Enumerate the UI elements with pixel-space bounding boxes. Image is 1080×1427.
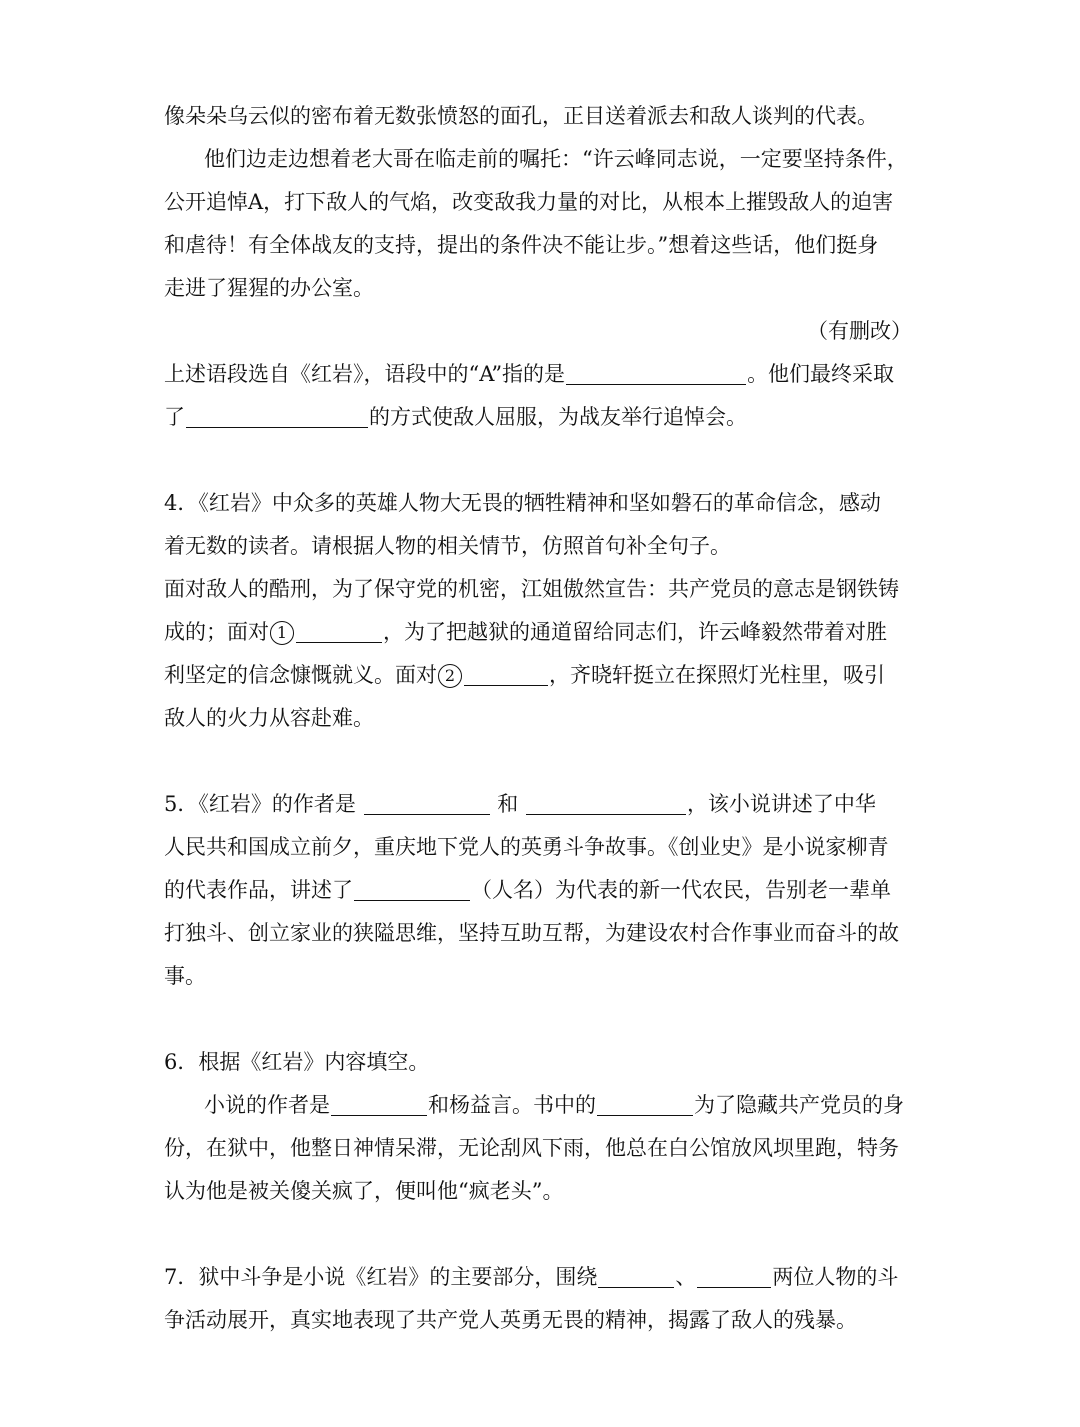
q3-text-a1: 上述语段选自《红岩》，语段中的“A”指的是 [164, 362, 566, 386]
q6-text-2a: 小说的作者是 [204, 1093, 330, 1117]
passage-line-5: 走进了猩猩的办公室。 [164, 276, 374, 300]
passage-note: （有删改） [807, 319, 912, 343]
q6-line-3: 份，在狱中，他整日神情呆滞，无论刮风下雨，他总在白公馆放风坝里跑，特务 [164, 1136, 899, 1160]
q4-text-4a: 成的；面对 [164, 620, 269, 644]
spacer [164, 740, 918, 783]
q5-line-4: 打独斗、创立家业的狭隘思维，坚持互助互帮，为建设农村合作事业而奋斗的故 [164, 921, 899, 945]
q7-blank-1[interactable] [598, 1261, 674, 1288]
q5-line-3 [164, 869, 918, 912]
q4-line-1: 4．《红岩》中众多的英雄人物大无畏的牺牲精神和坚如磐石的革命信念，感动 [164, 491, 881, 515]
q5-blank-author-2[interactable] [526, 788, 686, 815]
q5-text-1c: ，该小说讲述了中华 [686, 792, 876, 816]
q5-line-5: 事。 [164, 964, 206, 988]
q4-text-4b: ，为了把越狱的通道留给同志们，许云峰毅然带着对胜 [383, 620, 887, 644]
q4-line-6: 敌人的火力从容赴难。 [164, 706, 374, 730]
q4-blank-2[interactable] [464, 659, 548, 686]
q6-line-4: 认为他是被关傻关疯了，便叫他“疯老头”。 [164, 1179, 564, 1203]
q6-text-2c: 为了隐藏共产党员的身 [694, 1093, 904, 1117]
circled-number-2: 2 [438, 664, 462, 688]
q3-line-1 [164, 353, 918, 396]
q4-text-5a: 利坚定的信念慷慨就义。面对 [164, 663, 437, 687]
q4-line-5 [164, 654, 918, 697]
passage-line-1: 像朵朵乌云似的密布着无数张愤怒的面孔，正目送着派去和敌人谈判的代表。 [164, 104, 878, 128]
q7-text-1a: 7．狱中斗争是小说《红岩》的主要部分，围绕 [164, 1265, 598, 1289]
passage-line-4: 和虐待！有全体战友的支持，提出的条件决不能让步。”想着这些话，他们挺身 [164, 233, 879, 257]
q7-text-1b: 、 [675, 1265, 697, 1289]
q5-blank-name[interactable] [354, 874, 470, 901]
q6-text-2b: 和杨益言。书中的 [428, 1093, 596, 1117]
q4-line-3: 面对敌人的酷刑，为了保守党的机密，江姐傲然宣告：共产党员的意志是钢铁铸 [164, 577, 899, 601]
q4-line-4 [164, 611, 918, 654]
q5-blank-author-1[interactable] [364, 788, 490, 815]
q6-line-1: 6．根据《红岩》内容填空。 [164, 1050, 430, 1074]
q5-line-1 [164, 783, 918, 826]
q4-text-5b: ，齐晓轩挺立在探照灯光柱里，吸引 [549, 663, 885, 687]
q7-line-2: 争活动展开，真实地表现了共产党人英勇无畏的精神，揭露了敌人的残暴。 [164, 1308, 857, 1332]
q6-blank-author[interactable] [331, 1089, 427, 1116]
q5-text-1a: 5．《红岩》的作者是 [164, 792, 356, 816]
passage-line-2: 他们边走边想着老大哥在临走前的嘱托：“许云峰同志说，一定要坚持条件， [204, 147, 908, 171]
passage-line-3: 公开追悼A，打下敌人的气焰，改变敌我力量的对比，从根本上摧毁敌人的迫害 [164, 190, 894, 214]
q5-text-3a: 的代表作品，讲述了 [164, 878, 353, 902]
q3-line-2 [164, 396, 918, 439]
q7-text-1c: 两位人物的斗 [772, 1265, 899, 1289]
spacer [164, 439, 918, 482]
q5-text-1b: 和 [497, 792, 519, 816]
q3-text-b1: 了 [164, 405, 185, 429]
q4-blank-1[interactable] [296, 616, 382, 643]
q3-text-b2: 的方式使敌人屈服，为战友举行追悼会。 [369, 405, 747, 429]
q7-line-1 [164, 1256, 918, 1299]
q6-blank-character[interactable] [597, 1089, 693, 1116]
q4-line-2: 着无数的读者。请根据人物的相关情节，仿照首句补全句子。 [164, 534, 731, 558]
q3-text-a2: 。他们最终采取 [747, 362, 895, 386]
spacer [164, 1213, 918, 1256]
circled-number-1: 1 [270, 621, 294, 645]
q5-line-2: 人民共和国成立前夕，重庆地下党人的英勇斗争故事。《创业史》是小说家柳青 [164, 835, 889, 859]
document-page [164, 95, 918, 1342]
q7-blank-2[interactable] [697, 1261, 771, 1288]
q5-text-3b: （人名）为代表的新一代农民，告别老一辈单 [471, 878, 891, 902]
q6-line-2 [164, 1084, 918, 1127]
q3-blank-b[interactable] [186, 401, 368, 428]
q3-blank-a[interactable] [566, 358, 746, 385]
spacer [164, 998, 918, 1041]
